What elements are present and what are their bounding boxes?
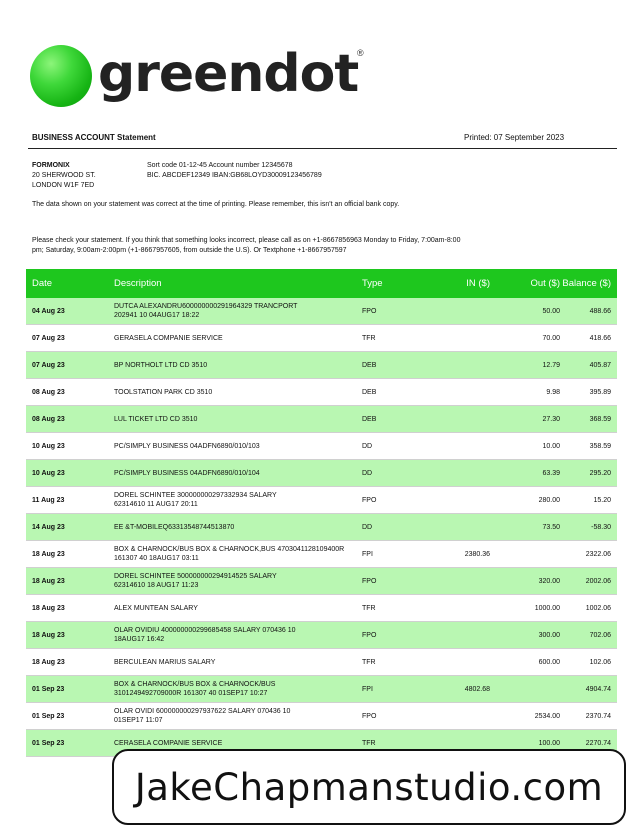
table-header-row	[26, 269, 617, 298]
bic-iban-line: BIC. ABCDEF12349 IBAN:GB68LOYD30009123456789	[147, 172, 322, 179]
description-line-2: 202941 10 04AUG17 18:22	[114, 312, 200, 319]
cell-date: 11 Aug 23	[26, 487, 110, 514]
cell-description	[110, 487, 362, 514]
description-line-1: GERASELA COMPANIE SERVICE	[114, 334, 223, 342]
header-in: IN ($)	[420, 269, 490, 298]
cell-date: 08 Aug 23	[26, 406, 110, 433]
table-row	[26, 514, 617, 541]
description-line-1: BERCULEAN MARIUS SALARY	[114, 658, 216, 666]
cell-type: FPO	[362, 298, 420, 325]
bank-details	[147, 161, 322, 181]
statement-header	[32, 133, 616, 142]
cell-in: 4802.68	[420, 676, 490, 703]
cell-out	[490, 541, 560, 568]
cell-balance: 102.06	[560, 649, 617, 676]
cell-out: 70.00	[490, 325, 560, 352]
cell-out: 9.98	[490, 379, 560, 406]
cell-description	[110, 676, 362, 703]
description-line-1: LUL TICKET LTD CD 3510	[114, 415, 198, 423]
table-row	[26, 595, 617, 622]
statement-title: BUSINESS ACCOUNT Statement	[32, 133, 156, 142]
cell-in	[420, 595, 490, 622]
cell-type: FPO	[362, 568, 420, 595]
description-line-1: BP NORTHOLT LTD CD 3510	[114, 361, 208, 369]
cell-date: 01 Sep 23	[26, 730, 110, 757]
cell-out: 50.00	[490, 298, 560, 325]
description-line-1: PC/SIMPLY BUSINESS 04ADFN6890/010/103	[114, 442, 260, 450]
description-line-1: DOREL SCHINTEE 300000000297332934 SALARY	[114, 492, 277, 499]
table-row	[26, 298, 617, 325]
cell-balance: 2322.06	[560, 541, 617, 568]
cell-in	[420, 514, 490, 541]
address-line-1: 20 SHERWOOD ST.	[32, 172, 96, 179]
cell-description	[110, 325, 362, 352]
table-row	[26, 379, 617, 406]
cell-in	[420, 703, 490, 730]
cell-type: FPO	[362, 622, 420, 649]
description-line-2: 18AUG17 16:42	[114, 636, 165, 643]
cell-in	[420, 487, 490, 514]
cell-description	[110, 298, 362, 325]
cell-in	[420, 433, 490, 460]
cell-balance: 405.87	[560, 352, 617, 379]
cell-out: 280.00	[490, 487, 560, 514]
table-row	[26, 406, 617, 433]
cell-type: TFR	[362, 325, 420, 352]
cell-balance: 4904.74	[560, 676, 617, 703]
table-row	[26, 487, 617, 514]
header-balance: Balance ($)	[560, 269, 617, 298]
table-row	[26, 460, 617, 487]
cell-in	[420, 298, 490, 325]
description-line-1: BOX & CHARNOCK/BUS BOX & CHARNOCK,BUS 4703041128109400R	[114, 546, 345, 553]
cell-balance: 1002.06	[560, 595, 617, 622]
cell-date: 04 Aug 23	[26, 298, 110, 325]
header-out: Out ($)	[490, 269, 560, 298]
cell-description	[110, 541, 362, 568]
cell-type: DEB	[362, 406, 420, 433]
cell-in	[420, 460, 490, 487]
sort-code-line: Sort code 01-12-45 Account number 12345678	[147, 162, 293, 169]
cell-out: 27.30	[490, 406, 560, 433]
cell-out: 2534.00	[490, 703, 560, 730]
cell-date: 01 Sep 23	[26, 703, 110, 730]
description-line-1: OLAR OVIDIU 400000000299685458 SALARY 070436 10	[114, 627, 296, 634]
cell-date: 14 Aug 23	[26, 514, 110, 541]
cell-date: 07 Aug 23	[26, 325, 110, 352]
cell-type: FPI	[362, 676, 420, 703]
table-row	[26, 568, 617, 595]
cell-type: DEB	[362, 352, 420, 379]
cell-description	[110, 649, 362, 676]
cell-out: 73.50	[490, 514, 560, 541]
cell-out: 1000.00	[490, 595, 560, 622]
table-row	[26, 433, 617, 460]
table-row	[26, 325, 617, 352]
cell-date: 10 Aug 23	[26, 460, 110, 487]
cell-balance: 295.20	[560, 460, 617, 487]
description-line-1: EE &T-MOBILEQ63313548744513870	[114, 523, 235, 531]
cell-type: DD	[362, 514, 420, 541]
description-line-2: 62314610 18 AUG17 11:23	[114, 582, 199, 589]
cell-description	[110, 379, 362, 406]
check-statement-note: Please check your statement. If you think that something looks incorrect, please call as on +1-8667856963 Monday to Friday, 7:00am-8:00 pm; Saturday, 9:00am-2:00pm (+1-8667957605, from outside the U.S). Or Textphone +1-8667957597	[32, 237, 461, 254]
description-line-1: DUTCA ALEXANDRU600000000291964329 TRANCPORT	[114, 303, 298, 310]
cell-description	[110, 406, 362, 433]
cell-balance: 488.66	[560, 298, 617, 325]
table-row	[26, 541, 617, 568]
company-address	[32, 161, 96, 191]
table-row	[26, 703, 617, 730]
cell-date: 18 Aug 23	[26, 622, 110, 649]
watermark-text: JakeChapmanstudio.com	[134, 765, 604, 809]
watermark-banner	[112, 749, 626, 825]
cell-type: DD	[362, 460, 420, 487]
cell-description	[110, 514, 362, 541]
cell-balance: 395.89	[560, 379, 617, 406]
cell-in	[420, 352, 490, 379]
cell-out: 600.00	[490, 649, 560, 676]
cell-type: DD	[362, 433, 420, 460]
cell-balance: -58.30	[560, 514, 617, 541]
description-line-1: PC/SIMPLY BUSINESS 04ADFN6890/010/104	[114, 469, 260, 477]
cell-date: 18 Aug 23	[26, 541, 110, 568]
cell-date: 18 Aug 23	[26, 649, 110, 676]
cell-description	[110, 622, 362, 649]
transactions-table	[26, 269, 617, 757]
header-description: Description	[110, 269, 362, 298]
cell-out	[490, 676, 560, 703]
description-line-2: 01SEP17 11:07	[114, 717, 163, 724]
cell-out: 320.00	[490, 568, 560, 595]
cell-description	[110, 568, 362, 595]
cell-date: 08 Aug 23	[26, 379, 110, 406]
registered-mark: ®	[357, 48, 364, 58]
table-row	[26, 649, 617, 676]
printed-date: Printed: 07 September 2023	[464, 133, 565, 142]
cell-type: TFR	[362, 730, 420, 757]
cell-type: TFR	[362, 649, 420, 676]
header-date: Date	[26, 269, 110, 298]
table-row	[26, 352, 617, 379]
cell-in	[420, 379, 490, 406]
table-row	[26, 622, 617, 649]
description-line-1: DOREL SCHINTEE 500000000294914525 SALARY	[114, 573, 277, 580]
header-divider	[28, 148, 617, 149]
printing-note: The data shown on your statement was correct at the time of printing. Please remember, this isn't an official bank copy.	[32, 201, 400, 208]
cell-balance: 358.59	[560, 433, 617, 460]
cell-date: 01 Sep 23	[26, 676, 110, 703]
cell-type: FPI	[362, 541, 420, 568]
cell-date: 07 Aug 23	[26, 352, 110, 379]
cell-description	[110, 352, 362, 379]
cell-date: 10 Aug 23	[26, 433, 110, 460]
table-row	[26, 676, 617, 703]
cell-in	[420, 406, 490, 433]
green-ball-icon	[30, 45, 92, 107]
description-line-1: ALEX MUNTEAN SALARY	[114, 604, 198, 612]
cell-type: FPO	[362, 703, 420, 730]
cell-balance: 2270.74	[560, 730, 617, 757]
cell-out: 300.00	[490, 622, 560, 649]
description-line-1: CERASELA COMPANIE SERVICE	[114, 739, 223, 747]
cell-description	[110, 703, 362, 730]
cell-description	[110, 595, 362, 622]
description-line-2: 3101249492709000R 161307 40 01SEP17 10:27	[114, 690, 268, 697]
address-line-2: LONDON W1F 7ED	[32, 182, 95, 189]
cell-out: 10.00	[490, 433, 560, 460]
cell-balance: 368.59	[560, 406, 617, 433]
cell-type: TFR	[362, 595, 420, 622]
cell-date: 18 Aug 23	[26, 595, 110, 622]
transactions-body	[26, 298, 617, 757]
cell-in	[420, 568, 490, 595]
company-name: FORMONIX	[32, 162, 70, 169]
description-line-1: BOX & CHARNOCK/BUS BOX & CHARNOCK/BUS	[114, 681, 276, 688]
cell-out: 100.00	[490, 730, 560, 757]
cell-in	[420, 649, 490, 676]
brand-name: greendot	[98, 44, 359, 104]
description-line-2: 62314610 11 AUG17 20:11	[114, 501, 198, 508]
cell-out: 12.79	[490, 352, 560, 379]
cell-in: 2380.36	[420, 541, 490, 568]
cell-balance: 418.66	[560, 325, 617, 352]
cell-out: 63.39	[490, 460, 560, 487]
cell-date: 18 Aug 23	[26, 568, 110, 595]
cell-type: FPO	[362, 487, 420, 514]
cell-in	[420, 325, 490, 352]
cell-type: DEB	[362, 379, 420, 406]
cell-balance: 15.20	[560, 487, 617, 514]
cell-in	[420, 622, 490, 649]
cell-balance: 2370.74	[560, 703, 617, 730]
cell-balance: 2002.06	[560, 568, 617, 595]
cell-balance: 702.06	[560, 622, 617, 649]
header-type: Type	[362, 269, 420, 298]
description-line-1: OLAR OVIDI 600000000297937622 SALARY 070436 10	[114, 708, 291, 715]
greendot-logo	[30, 44, 364, 108]
description-line-2: 161307 40 18AUG17 03:11	[114, 555, 199, 562]
cell-description	[110, 460, 362, 487]
cell-description	[110, 433, 362, 460]
description-line-1: TOOLSTATION PARK CD 3510	[114, 388, 213, 396]
